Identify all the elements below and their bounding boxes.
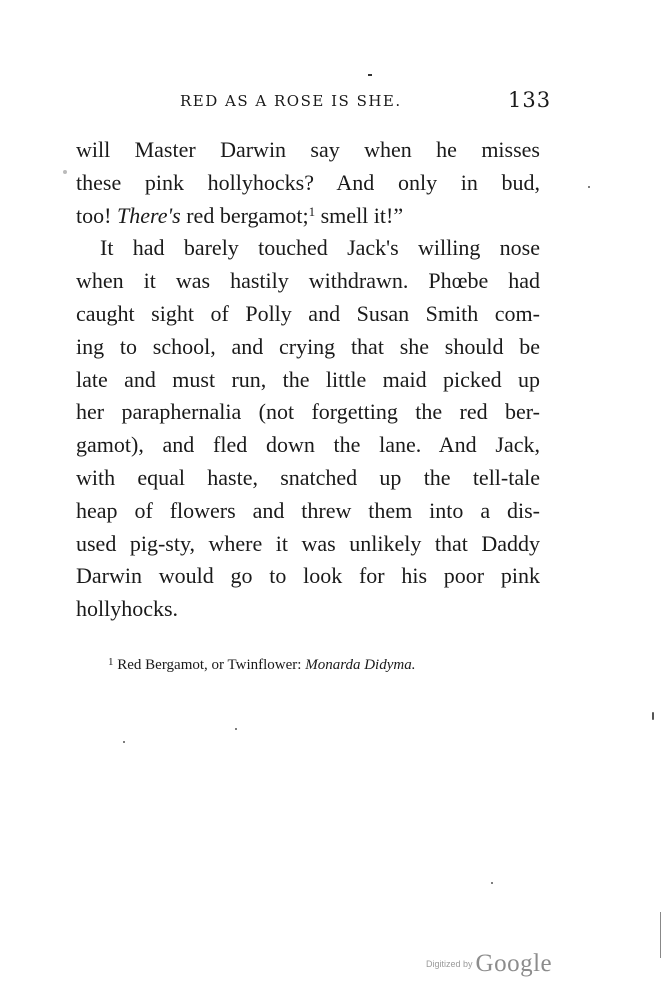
text-line: ing to school, and crying that she should be [76,333,540,359]
footnote [108,656,415,674]
ink-speck [368,74,372,76]
text-run: too! [76,202,117,228]
text-line: late and must run, the little maid picked up [76,366,540,392]
text-line: caught sight of Polly and Susan Smith com- [76,300,540,326]
page-number: 133 [508,88,552,112]
digitized-watermark [426,950,552,978]
ink-speck [652,712,654,720]
text-line: with equal haste, snatched up the tell-tale [76,464,540,490]
footnote-italic-text: Monarda Didyma. [305,657,416,673]
text-line: her paraphernalia (not forgetting the red ber- [76,399,540,425]
footnote-reference: 1 [308,203,316,219]
text-line: used pig-sty, where it was unlikely that Daddy [76,530,540,556]
text-line: gamot), and fled down the lane. And Jack, [76,432,540,458]
text-line: Darwin would go to look for his poor pink [76,563,540,589]
ink-speck [123,741,125,743]
text-line: when it was hastily withdrawn. Phœbe had [76,268,540,294]
watermark-prefix: Digitized by [426,959,473,969]
ink-speck [235,728,237,730]
text-run: red bergamot; [180,202,309,228]
text-line: will Master Darwin say when he misses [76,137,540,162]
italic-text: There's [116,202,181,228]
text-line: heap of flowers and threw them into a dis- [76,497,540,523]
text-line [76,200,540,233]
page-edge-mark [660,912,661,958]
watermark-brand: Google [475,950,553,977]
text-line: It had barely touched Jack's willing nose [100,235,540,261]
body-text [76,134,540,626]
text-run: smell it!” [315,202,404,228]
ink-speck [588,186,590,188]
ink-speck [63,170,67,174]
footnote-text: Red Bergamot, or Twinflower: [113,657,306,673]
text-line: these pink hollyhocks? And only in bud, [76,169,540,195]
running-head-title: RED AS A ROSE IS SHE. [180,92,402,110]
text-line: hollyhocks. [76,596,179,622]
ink-speck [491,882,493,884]
footnote-marker: 1 [108,656,114,668]
